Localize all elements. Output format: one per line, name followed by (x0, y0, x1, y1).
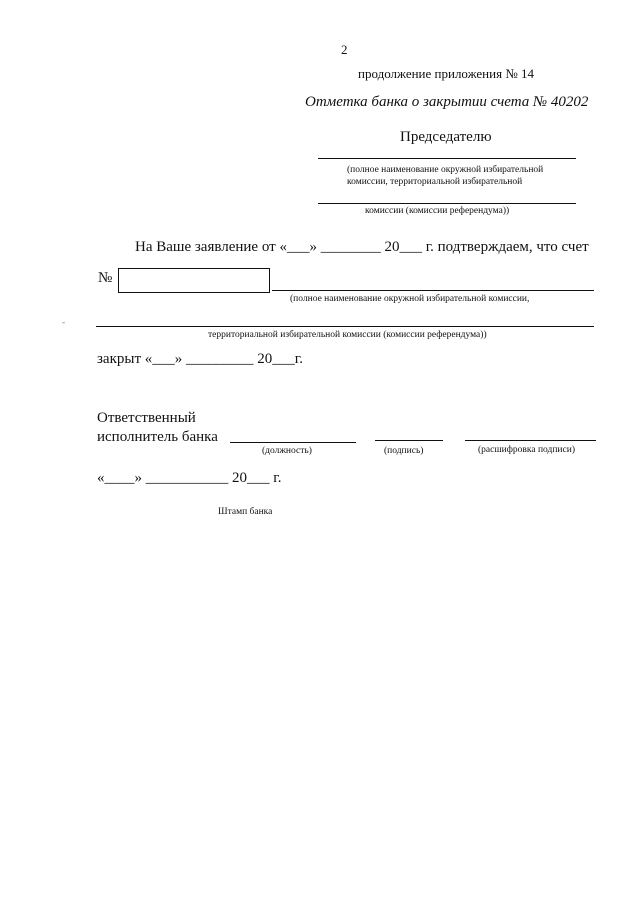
document-title: Отметка банка о закрытии счета № 40202 (305, 94, 589, 110)
account-number-label: № (98, 270, 113, 286)
addressee-caption-3: комиссии (комиссии референдума)) (365, 206, 510, 216)
appendix-continuation: продолжение приложения № 14 (358, 66, 534, 81)
statement-text: На Ваше заявление от «___» ________ 20___ г. подтверждаем, что счет (135, 239, 589, 255)
responsible-label-1: Ответственный (97, 410, 196, 426)
signing-date-text: «____» ___________ 20___ г. (97, 470, 282, 486)
signature-line (375, 440, 443, 441)
commission-line-2 (96, 326, 594, 327)
bank-stamp-label: Штамп банка (218, 507, 273, 517)
addressee-caption-1: (полное наименование окружной избирательной (347, 165, 544, 175)
position-caption: (должность) (262, 446, 312, 456)
addressee-caption-2: комиссии, территориальной избирательной (347, 177, 523, 187)
margin-mark: - (62, 318, 66, 328)
responsible-label-2: исполнитель банка (97, 429, 218, 445)
addressee-line-1 (318, 158, 576, 159)
commission-caption-2: территориальной избирательной комиссии (комиссии референдума)) (208, 330, 487, 340)
addressee-label: Председателю (400, 129, 492, 145)
position-line (230, 442, 356, 443)
page-number: 2 (341, 42, 348, 57)
commission-line-1 (272, 290, 594, 291)
account-number-box[interactable] (118, 268, 270, 293)
commission-caption-1: (полное наименование окружной избирательной комиссии, (290, 294, 530, 304)
signature-transcript-caption: (расшифровка подписи) (478, 445, 575, 455)
closed-date-text: закрыт «___» _________ 20___г. (97, 351, 303, 367)
signature-caption: (подпись) (384, 446, 424, 456)
addressee-line-2 (318, 203, 576, 204)
signature-transcript-line (465, 440, 596, 441)
